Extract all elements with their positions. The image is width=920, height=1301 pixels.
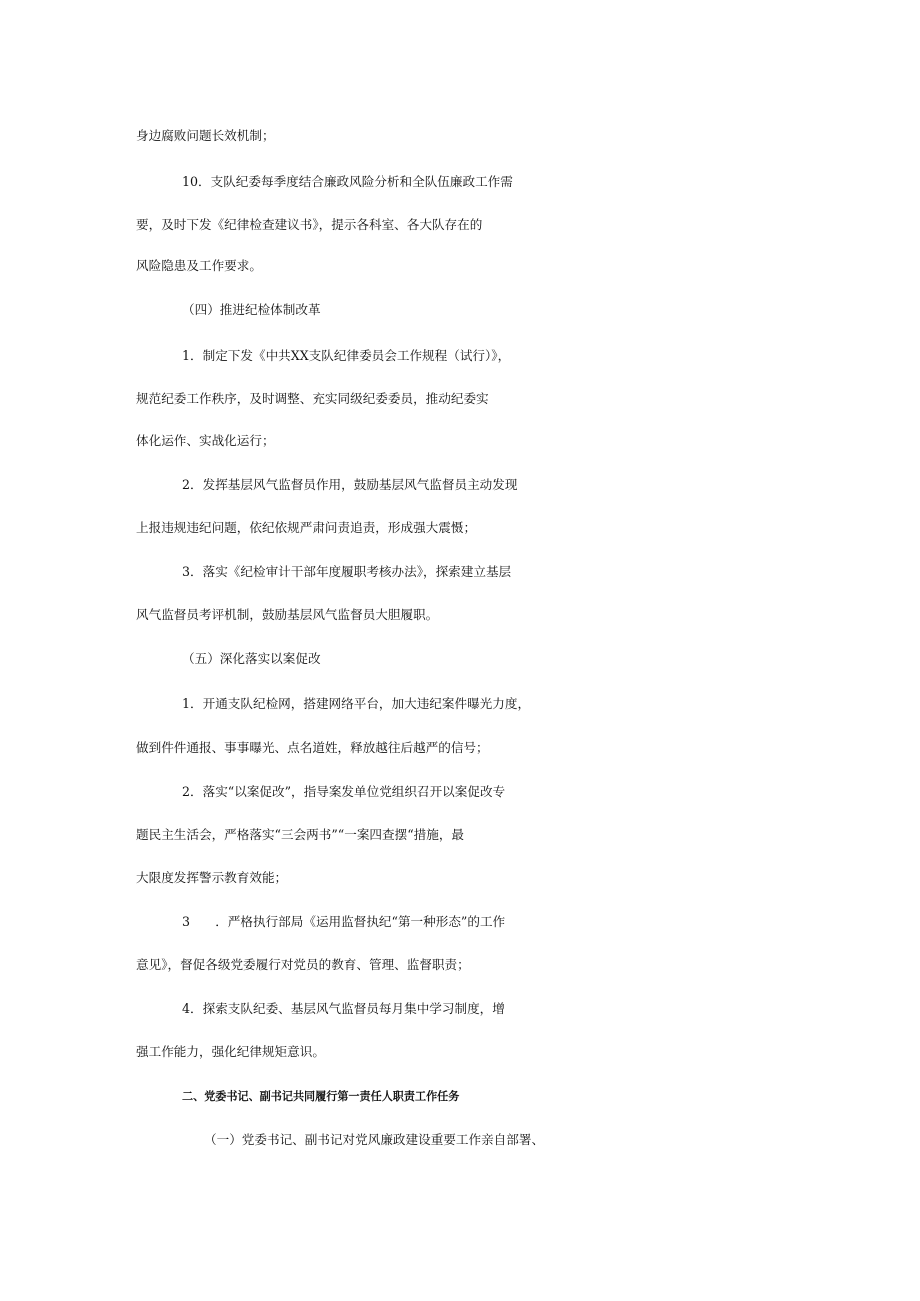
text-line: （一）党委书记、副书记对党风廉政建设重要工作亲自部署、: [204, 1132, 545, 1147]
text-line: 2．发挥基层风气监督员作用，鼓励基层风气监督员主动发现: [182, 477, 518, 492]
text-line: 3．落实《纪检审计干部年度履职考核办法》，探索建立基层: [182, 564, 512, 579]
text-line: 规范纪委工作秩序，及时调整、充实同级纪委委员，推动纪委实: [136, 391, 489, 406]
text-line: 题民主生活会，严格落实“三会两书”“一案四查摆“措施，最: [136, 827, 465, 842]
text-line: 1．开通支队纪检网，搭建网络平台，加大违纪案件曝光力度，: [182, 696, 531, 711]
text-line: 身边腐败问题长效机制；: [136, 128, 275, 143]
chapter-heading: 二、党委书记、副书记共同履行第一责任人职责工作任务: [182, 1090, 460, 1103]
text-line: 风气监督员考评机制，鼓励基层风气监督员大胆履职。: [136, 607, 439, 622]
text-line: 1．制定下发《中共XX支队纪律委员会工作规程（试行）》，: [182, 348, 511, 363]
text-line: 大限度发挥警示教育效能；: [136, 870, 288, 885]
text-line: 要，及时下发《纪律检查建议书》，提示各科室、各大队存在的: [136, 217, 483, 232]
text-line: 4．探索支队纪委、基层风气监督员每月集中学习制度，增: [182, 1001, 505, 1016]
section-heading: （四）推进纪检体制改革: [182, 302, 321, 317]
text-line: 风险隐患及工作要求。: [136, 258, 262, 273]
text-line: 10．支队纪委每季度结合廉政风险分析和全队伍廉政工作需: [182, 174, 513, 189]
text-line: 上报违规违纪问题，依纪依规严肃问责追责，形成强大震慑；: [136, 520, 477, 535]
text-line: 意见》，督促各级党委履行对党员的教育、管理、监督职责；: [136, 957, 470, 972]
text-line: 2．落实“以案促改”，指导案发单位党组织召开以案促改专: [182, 784, 506, 799]
text-line: 3 ．严格执行部局《运用监督执纪“第一种形态”的工作: [182, 914, 506, 929]
text-line: 做到件件通报、事事曝光、点名道姓，释放越往后越严的信号；: [136, 740, 489, 755]
text-line: 强工作能力，强化纪律规矩意识。: [136, 1044, 325, 1059]
section-heading: （五）深化落实以案促改: [182, 651, 321, 666]
text-line: 体化运作、实战化运行；: [136, 433, 275, 448]
